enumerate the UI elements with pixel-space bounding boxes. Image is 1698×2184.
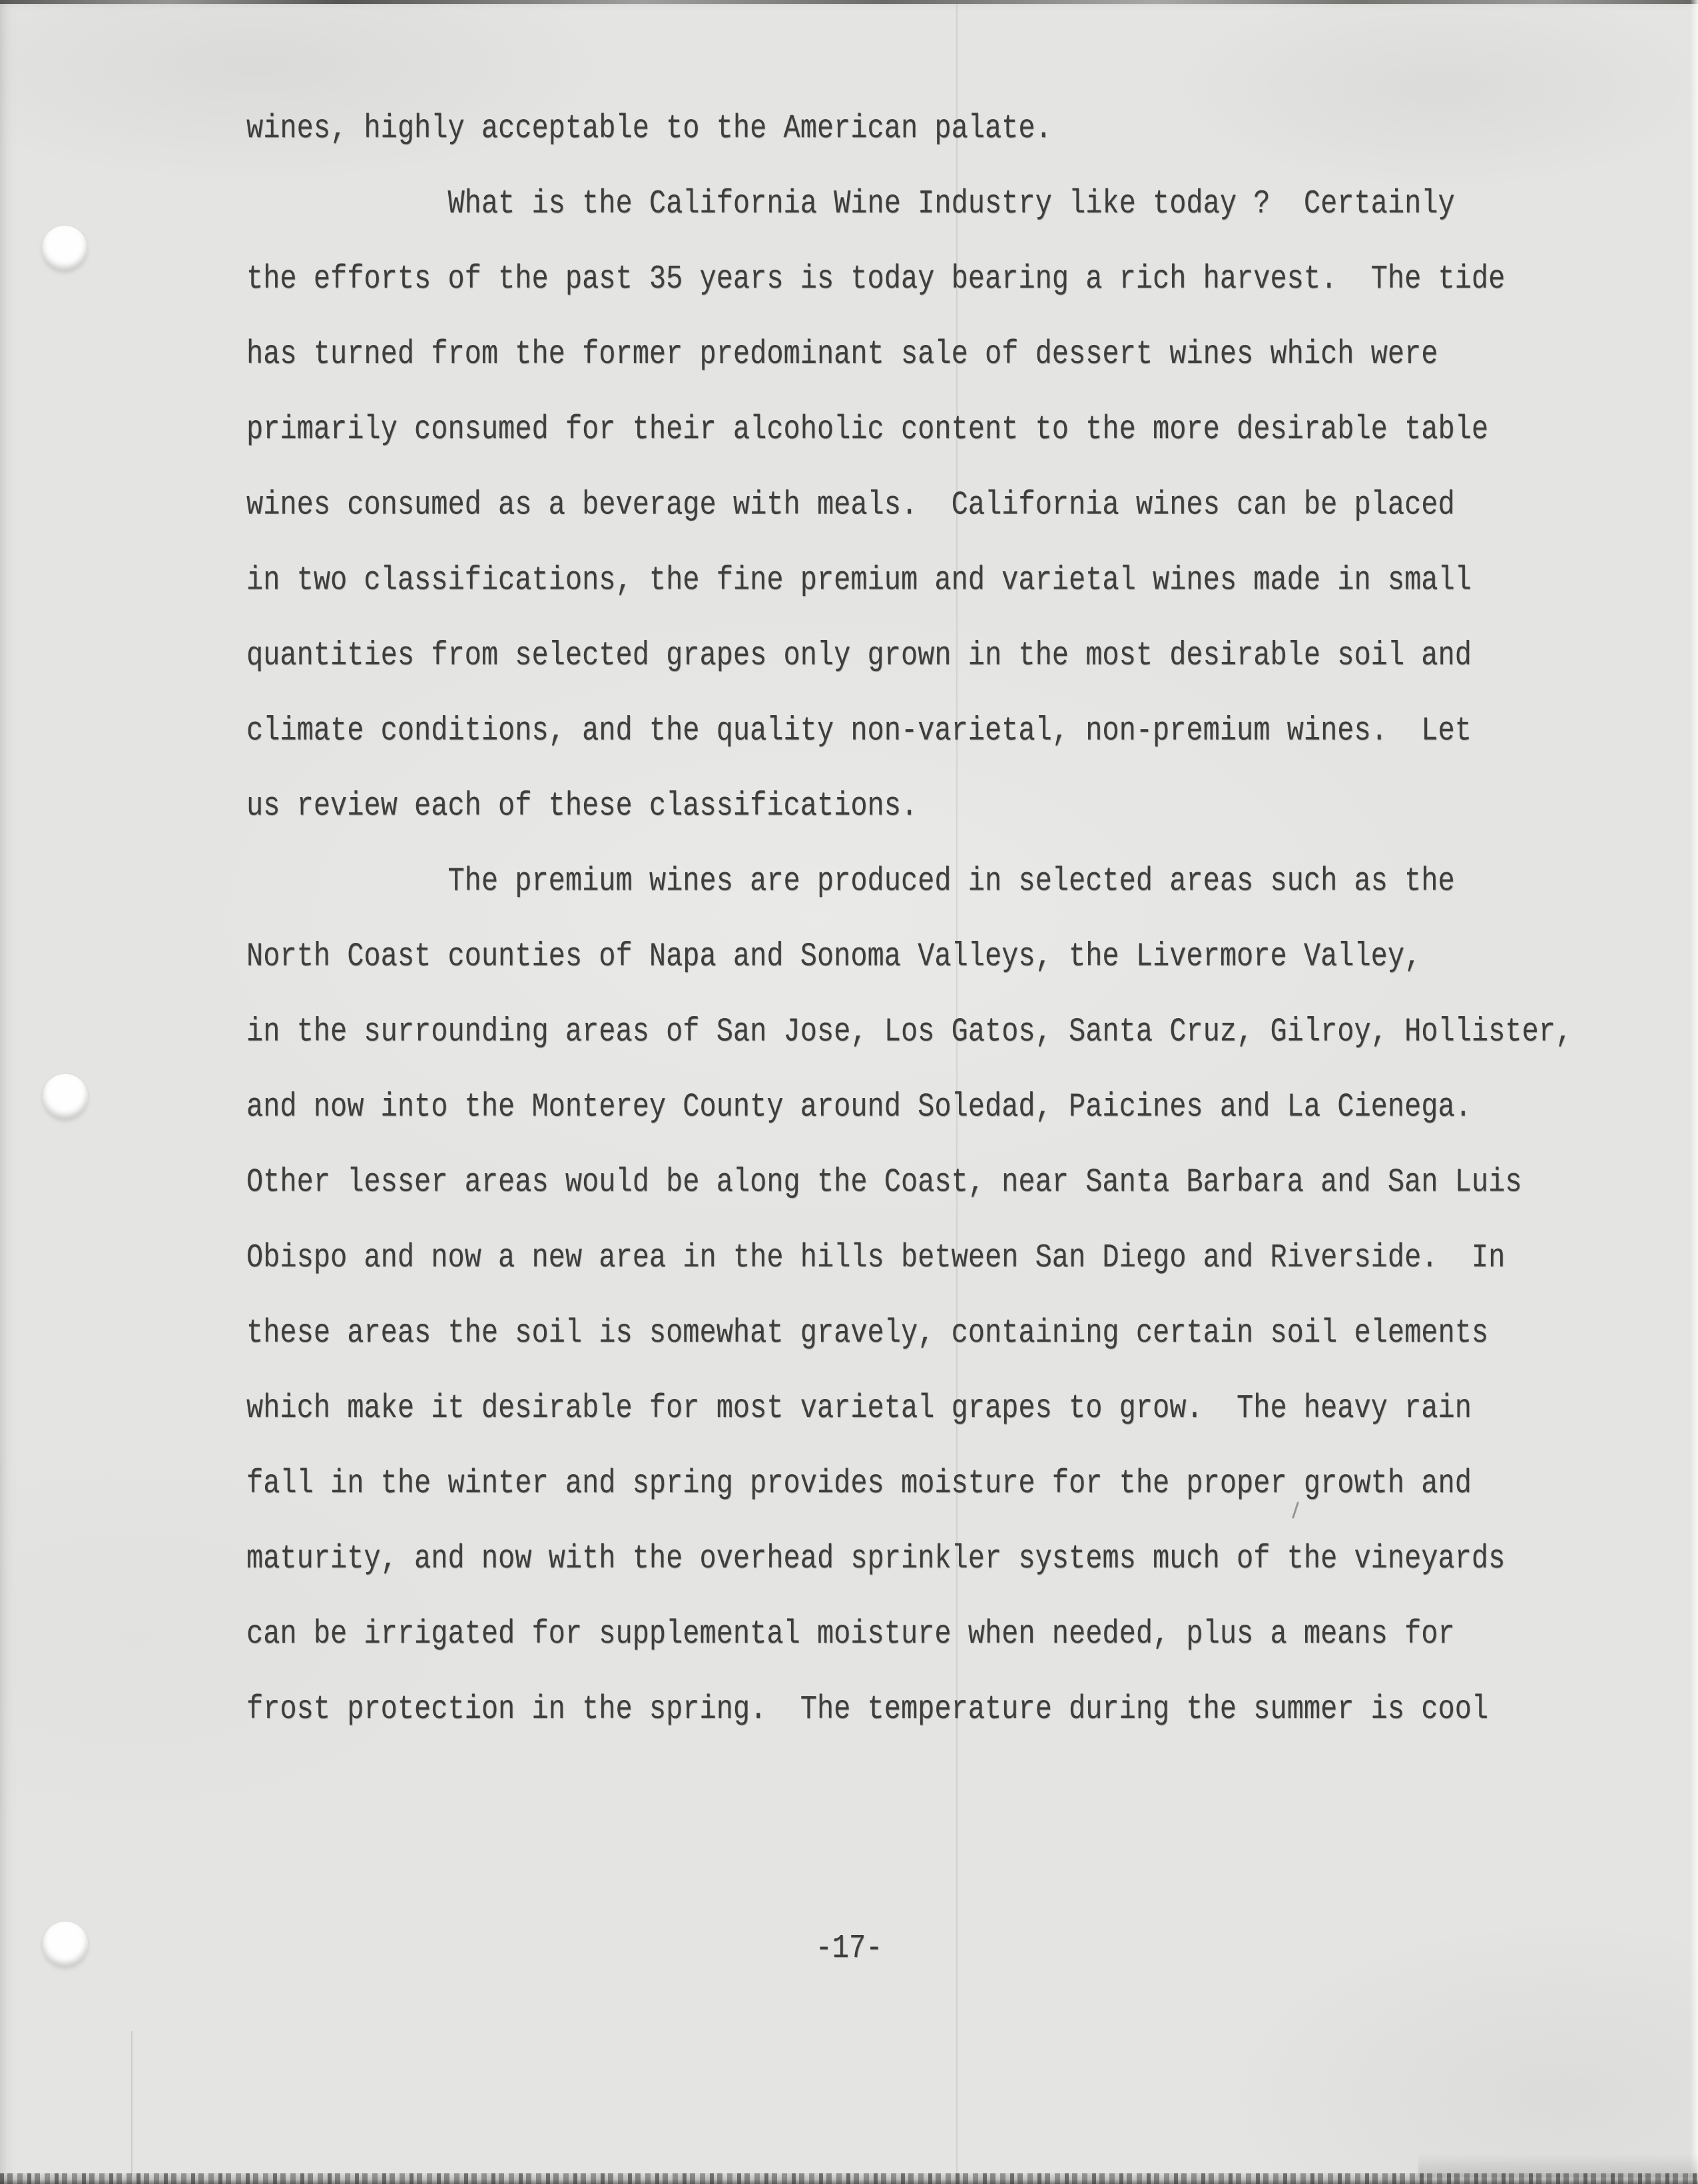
text-line: wines, highly acceptable to the American palate. bbox=[246, 109, 1052, 148]
text-line: climate conditions, and the quality non-varietal, non-premium wines. Let bbox=[246, 711, 1472, 750]
text-line: North Coast counties of Napa and Sonoma Valleys, the Livermore Valley, bbox=[246, 937, 1422, 976]
text-line: maturity, and now with the overhead sprinkler systems much of the vineyards bbox=[246, 1539, 1506, 1578]
text-line: The premium wines are produced in selected areas such as the bbox=[246, 862, 1455, 900]
text-line: Obispo and now a new area in the hills between San Diego and Riverside. In bbox=[246, 1238, 1506, 1277]
vertical-scan-line-short bbox=[131, 2031, 133, 2175]
text-line: in the surrounding areas of San Jose, Los Gatos, Santa Cruz, Gilroy, Hollister, bbox=[246, 1012, 1573, 1051]
text-line: Other lesser areas would be along the Coast, near Santa Barbara and San Luis bbox=[246, 1163, 1522, 1202]
scan-bottom-edge bbox=[0, 2173, 1698, 2184]
text-line: frost protection in the spring. The temperature during the summer is cool bbox=[246, 1690, 1489, 1729]
page-number: -17- bbox=[815, 1929, 883, 1968]
text-line: has turned from the former predominant sale of dessert wines which were bbox=[246, 335, 1438, 374]
text-line: the efforts of the past 35 years is today bearing a rich harvest. The tide bbox=[246, 260, 1506, 298]
text-line: primarily consumed for their alcoholic content to the more desirable table bbox=[246, 410, 1489, 449]
punch-hole-top bbox=[42, 226, 87, 271]
text-line: What is the California Wine Industry like today ? Certainly bbox=[246, 184, 1455, 223]
text-line: these areas the soil is somewhat gravely, containing certain soil elements bbox=[246, 1314, 1489, 1352]
punch-hole-middle bbox=[43, 1074, 88, 1119]
text-line: us review each of these classifications. bbox=[246, 786, 918, 825]
text-line: can be irrigated for supplemental moisture when needed, plus a means for bbox=[246, 1615, 1455, 1653]
typewritten-body-text bbox=[246, 91, 1572, 1747]
text-line: in two classifications, the fine premium and varietal wines made in small bbox=[246, 561, 1472, 599]
text-line: fall in the winter and spring provides moisture for the proper growth and bbox=[246, 1464, 1472, 1503]
text-line: wines consumed as a beverage with meals. California wines can be placed bbox=[246, 485, 1455, 524]
scan-top-edge bbox=[0, 0, 1698, 4]
scan-right-edge bbox=[1690, 0, 1698, 2184]
text-line: and now into the Monterey County around Soledad, Paicines and La Cienega. bbox=[246, 1088, 1472, 1127]
text-line: which make it desirable for most varietal grapes to grow. The heavy rain bbox=[246, 1389, 1472, 1428]
text-line: quantities from selected grapes only grown in the most desirable soil and bbox=[246, 636, 1472, 675]
